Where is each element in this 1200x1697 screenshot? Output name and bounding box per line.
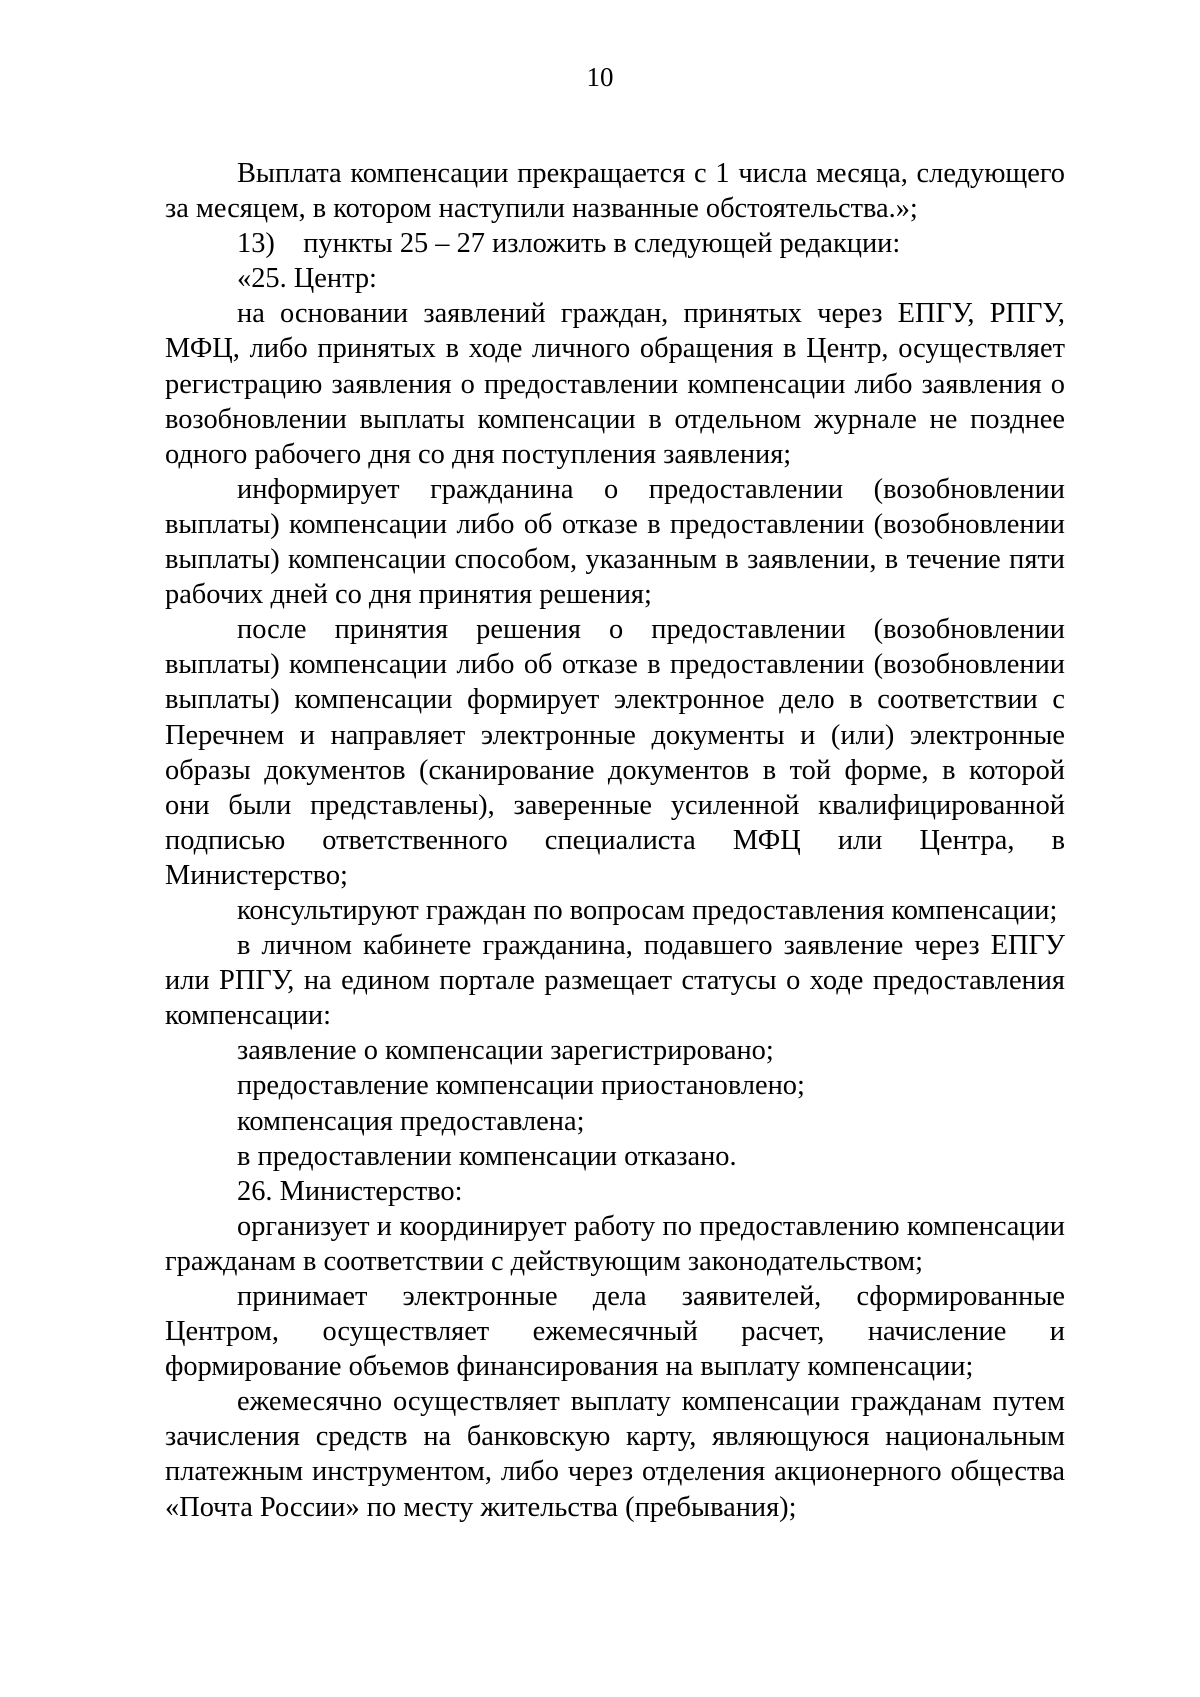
paragraph-ministry-accepts: принимает электронные дела заявителей, сформированные Центром, осуществляет ежемесячный расчет, начисление и формирование объемов финансирования на выплату компенсации; <box>165 1281 1065 1383</box>
paragraph-clause-25-heading: «25. Центр: <box>237 263 377 295</box>
status-item-suspended: предоставление компенсации приостановлено; <box>237 1070 805 1102</box>
paragraph-center-registration: на основании заявлений граждан, принятых через ЕПГУ, РПГУ, МФЦ, либо принятых в ходе личного обращения в Центр, осуществляет регистрацию заявления о предоставлении компенсации либо заявления о возобновлении выплаты компенсации в отдельном журнале не позднее одного рабочего дня со дня поступления заявления; <box>165 298 1065 470</box>
paragraph-ministry-organizes: организует и координирует работу по предоставлению компенсации гражданам в соответствии с действующим законодательством; <box>165 1210 1065 1277</box>
paragraph-center-statuses: в личном кабинете гражданина, подавшего заявление через ЕПГУ или РПГУ, на едином портале размещает статусы о ходе предоставления компенсации: <box>165 930 1065 1032</box>
document-body <box>165 156 1065 1525</box>
paragraph-center-informs: информирует гражданина о предоставлении (возобновлении выплаты) компенсации либо об отказе в предоставлении (возобновлении выплаты) компенсации способом, указанным в заявлении, в течение пяти рабочих дней со дня принятия решения; <box>165 473 1065 611</box>
status-item-registered: заявление о компенсации зарегистрировано; <box>237 1035 774 1067</box>
paragraph-payment-termination: Выплата компенсации прекращается с 1 числа месяца, следующего за месяцем, в котором наступили названные обстоятельства.»; <box>165 158 1065 225</box>
paragraph-clause-26-heading: 26. Министерство: <box>237 1175 463 1207</box>
paragraph-ministry-pays: ежемесячно осуществляет выплату компенсации гражданам путем зачисления средств на банковскую карту, являющуюся национальным платежным инструментом, либо через отделения акционерного общества «Почта России» по месту жительства (пребывания); <box>165 1386 1065 1523</box>
paragraph-center-consults: консультируют граждан по вопросам предоставления компенсации; <box>237 894 1058 926</box>
status-item-refused: в предоставлении компенсации отказано. <box>237 1140 737 1172</box>
paragraph-center-electronic-file: после принятия решения о предоставлении (возобновлении выплаты) компенсации либо об отказе в предоставлении (возобновлении выплаты) компенсации формирует электронное дело в соответствии с Перечнем и направляет электронные документы и (или) электронные образы документов (сканирование документов в той форме, в которой они были представлены), заверенные усиленной квалифицированной подписью ответственного специалиста МФЦ или Центра, в Министерство; <box>165 614 1065 891</box>
paragraph-item-13: 13) пункты 25 – 27 изложить в следующей редакции: <box>237 228 901 260</box>
status-item-granted: компенсация предоставлена; <box>237 1105 585 1137</box>
page-number: 10 <box>586 62 614 92</box>
